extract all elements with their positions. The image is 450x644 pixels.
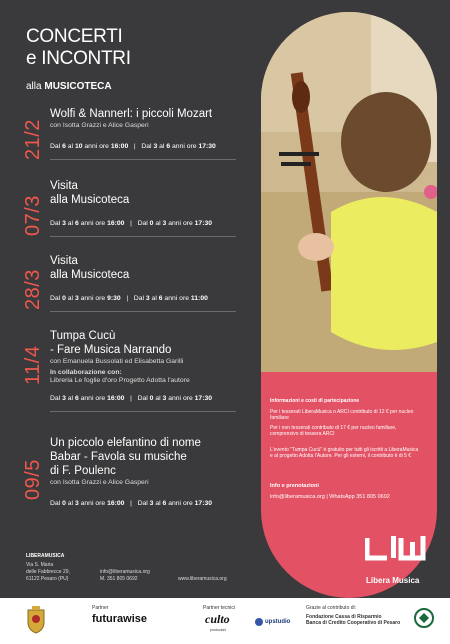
time-slot-post: anni ore	[166, 220, 195, 227]
subtitle-prefix: alla	[26, 81, 42, 92]
time-slot-time: 16:00	[107, 395, 125, 402]
event-title-line: alla Musicoteca	[50, 269, 130, 281]
event-title-line: Tumpa Cucù	[50, 330, 116, 342]
time-slot-post: anni ore	[82, 143, 111, 150]
time-slot-b: 3	[74, 295, 79, 302]
time-slot-a: 0	[149, 220, 154, 227]
event-times	[50, 143, 216, 150]
time-slot-a: 3	[145, 295, 150, 302]
partner-culto-logo: culto	[205, 612, 230, 626]
sponsors-footer	[0, 598, 450, 644]
event-title-line: Babar - Favola su musiche	[50, 451, 187, 463]
time-slot-a: 3	[149, 500, 154, 507]
time-slot-mid: al	[153, 395, 163, 402]
time-slot-time: 17:30	[194, 500, 213, 507]
title-line-2: e INCONTRI	[26, 48, 131, 69]
subtitle	[26, 81, 112, 92]
org-name: LIBERAMUSICA	[26, 553, 65, 559]
time-slot-mid: al	[65, 395, 75, 402]
booking-contacts	[270, 494, 440, 500]
event-title-line: Un piccolo elefantino di nome	[50, 437, 201, 449]
time-slot-mid: al	[153, 500, 163, 507]
time-slot-b: 3	[162, 220, 167, 227]
time-slot-time: 9:30	[107, 295, 121, 302]
time-slot-mid: al	[157, 143, 167, 150]
time-slot-pre: Dal	[50, 143, 63, 150]
time-slot	[50, 295, 121, 302]
time-slot-pre: Dal	[137, 500, 150, 507]
time-slot-post: anni ore	[78, 500, 108, 507]
event-divider	[50, 411, 236, 412]
event-collaboration-line: Libreria Le foglie d'oro Progetto Adotta l'autore	[50, 377, 190, 384]
libera-musica-logo-mark	[365, 534, 429, 564]
time-slot-pre: Dal	[50, 500, 63, 507]
time-slot-b: 6	[158, 295, 163, 302]
subtitle-venue: MUSICOTECA	[44, 81, 112, 92]
time-slot-mid: al	[65, 295, 75, 302]
event-title-line: di F. Poulenc	[50, 465, 116, 477]
time-separator: |	[124, 395, 138, 402]
time-slot-mid: al	[65, 143, 75, 150]
time-slot-b: 6	[74, 220, 79, 227]
event-date: 28/3	[22, 269, 44, 310]
time-slot-mid: al	[153, 220, 163, 227]
time-slot-a: 3	[153, 143, 158, 150]
event-divider	[50, 311, 236, 312]
time-slot-b: 6	[162, 500, 167, 507]
event-date: 07/3	[22, 195, 44, 236]
booking-whatsapp[interactable]: | WhatsApp 351 805 0692	[326, 494, 390, 500]
thanks-fondazione: Fondazione Cassa di Risparmio	[306, 614, 382, 620]
thanks-label: Grazie al contributo di:	[306, 605, 357, 611]
time-slot-pre: Dal	[50, 395, 63, 402]
time-slot	[50, 395, 124, 402]
time-slot-post: anni ore	[78, 395, 108, 402]
time-slot-time: 17:30	[194, 220, 213, 227]
time-slot-post: anni ore	[162, 295, 191, 302]
upstudio-icon	[254, 617, 264, 627]
info-price-members: Per i tesserati LiberaMusica o ARCI contributo di 12 € per nucleo familiare	[270, 409, 414, 421]
event-title-line: - Fare Musica Narrando	[50, 344, 172, 356]
time-separator: |	[124, 220, 138, 227]
event-guests: con Emanuela Bussolati ed Elisabetta Garilli	[50, 358, 184, 365]
event-times	[50, 295, 208, 302]
time-slot-time: 16:00	[107, 220, 125, 227]
info-free-event: L'evento "Tumpa Cucù" è gratuito per tutti gli iscritti a LiberaMusica e al progetto Adotta l'Autore. Per gli esterni, il contributo è di 5 €	[270, 447, 419, 459]
event-title-line: Visita	[50, 255, 78, 267]
time-slot-pre: Dal	[137, 395, 150, 402]
event-guests: con Isotta Grazzi e Alice Gasperi	[50, 122, 149, 129]
photo-illustration	[261, 12, 437, 372]
time-slot-post: anni ore	[166, 395, 195, 402]
time-slot	[141, 143, 215, 150]
time-slot-a: 0	[62, 500, 66, 507]
time-slot-post: anni ore	[170, 143, 199, 150]
info-price-nonmembers: Per i non tesserati contributo di 17 € per nucleo familiare, comprensivo di tessera ARCI	[270, 425, 397, 437]
partner-culto-subtitle: produzioni	[210, 628, 227, 632]
time-slot-mid: al	[65, 500, 75, 507]
time-separator: |	[124, 500, 138, 507]
event-times	[50, 395, 212, 402]
time-slot	[50, 220, 124, 227]
photo-child-with-cello	[261, 12, 437, 372]
org-phone: M. 351 805 0692	[100, 576, 138, 582]
time-separator: |	[120, 295, 134, 302]
booking-heading: Info e prenotazioni	[270, 483, 319, 489]
time-slot-a: 0	[149, 395, 154, 402]
time-slot-a: 3	[62, 220, 66, 227]
time-slot-b: 6	[74, 395, 79, 402]
org-email[interactable]: info@liberamusica.org	[100, 569, 150, 575]
time-slot-b: 10	[74, 143, 83, 150]
event-divider	[50, 236, 236, 237]
address-line-3: 61122 Pesaro (PU)	[26, 576, 69, 582]
address-line-2: delle Fabbrecce 29,	[26, 569, 70, 575]
bank-logo-icon	[413, 607, 435, 633]
event-date: 09/5	[22, 459, 44, 500]
time-slot-a: 6	[62, 143, 66, 150]
time-slot	[50, 500, 124, 507]
address-line-1: Via S. Maria	[26, 562, 54, 568]
time-slot-post: anni ore	[166, 500, 195, 507]
event-times	[50, 500, 212, 507]
city-coat-of-arms-icon	[26, 606, 46, 634]
event-times	[50, 220, 212, 227]
time-slot	[138, 500, 212, 507]
event-title-line: alla Musicoteca	[50, 194, 130, 206]
time-slot-pre: Dal	[50, 295, 63, 302]
event-divider	[50, 159, 236, 160]
tech-partners-label: Partner tecnici	[203, 605, 235, 611]
time-slot	[138, 395, 212, 402]
info-heading: Informazioni e costi di partecipazione	[270, 398, 360, 404]
time-slot	[50, 143, 128, 150]
libera-musica-logo-text: Libera Musica	[366, 576, 420, 585]
time-slot-pre: Dal	[137, 220, 150, 227]
booking-email[interactable]: info@liberamusica.org	[270, 494, 325, 500]
time-slot	[134, 295, 208, 302]
event-date: 11/4	[22, 345, 44, 385]
time-slot-mid: al	[65, 220, 75, 227]
event-title-line: Wolfi & Nannerl: i piccoli Mozart	[50, 108, 213, 120]
title-line-1: CONCERTI	[26, 26, 123, 47]
time-slot-b: 6	[166, 143, 171, 150]
partner-futurawise-logo: futurawise	[92, 613, 148, 625]
time-slot-time: 16:00	[107, 500, 125, 507]
time-slot-pre: Dal	[133, 295, 146, 302]
event-collaboration-line: In collaborazione con:	[50, 369, 122, 376]
event-guests: con Isotta Grazzi e Alice Gasperi	[50, 479, 149, 486]
libera-musica-logo	[365, 534, 429, 569]
org-website[interactable]: www.liberamusica.org	[178, 576, 227, 582]
time-slot-pre: Dal	[141, 143, 154, 150]
time-slot-post: anni ore	[78, 295, 108, 302]
time-slot-a: 0	[62, 295, 66, 302]
time-slot-pre: Dal	[50, 220, 63, 227]
time-slot-a: 3	[62, 395, 66, 402]
time-slot-time: 16:00	[110, 143, 129, 150]
time-slot-post: anni ore	[78, 220, 108, 227]
time-slot-time: 17:30	[194, 395, 213, 402]
time-slot-b: 3	[162, 395, 167, 402]
time-slot	[138, 220, 212, 227]
event-date: 21/2	[22, 119, 44, 160]
partner-upstudio-logo: upstudio	[265, 619, 291, 625]
time-slot-time: 17:30	[198, 143, 216, 150]
partner-label: Partner	[92, 605, 109, 611]
time-slot-mid: al	[149, 295, 159, 302]
thanks-bcc: Banca di Credito Cooperativo di Pesaro	[306, 620, 401, 626]
time-slot-time: 11:00	[190, 295, 208, 302]
time-slot-b: 3	[74, 500, 79, 507]
time-separator: |	[128, 143, 142, 150]
event-title-line: Visita	[50, 180, 78, 192]
